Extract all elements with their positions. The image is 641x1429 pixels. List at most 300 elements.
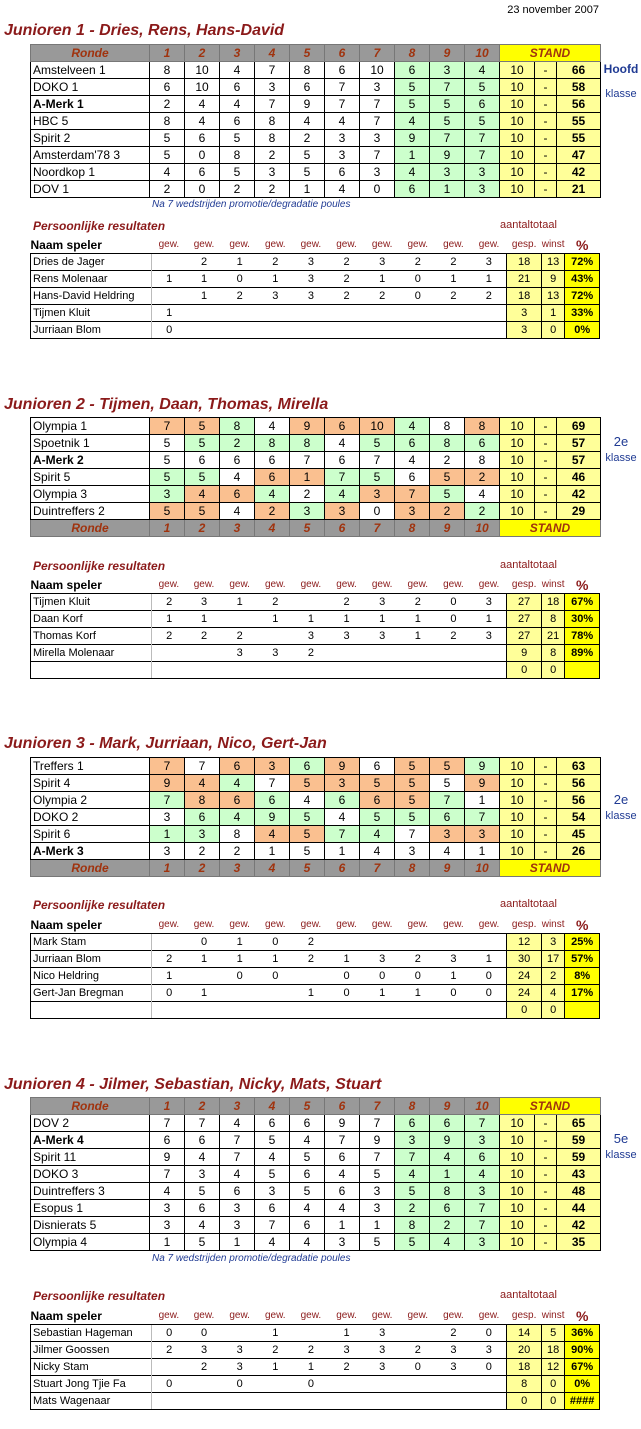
round-score: 5	[395, 96, 430, 113]
round-score: 2	[395, 1200, 430, 1217]
team-row	[31, 164, 601, 181]
round-number: 2	[185, 1098, 220, 1115]
games-played: 12	[507, 934, 542, 951]
player-name: Stuart Jong Tjie Fa	[31, 1376, 152, 1393]
stand-separator: -	[535, 452, 557, 469]
round-score: 7	[360, 1115, 395, 1132]
games-played: 20	[507, 1342, 542, 1359]
player-round-wins: 2	[293, 951, 329, 968]
team-name: Treffers 1	[31, 758, 150, 775]
round-number: 10	[465, 45, 500, 62]
gew-label: gew.	[478, 1310, 500, 1321]
stand-separator: -	[535, 469, 557, 486]
round-number: 4	[255, 860, 290, 877]
round-score: 3	[255, 79, 290, 96]
round-score: 5	[150, 130, 185, 147]
round-number: 5	[290, 520, 325, 537]
games-played: 30	[507, 951, 542, 968]
round-score: 0	[360, 503, 395, 520]
team-points: 66	[557, 62, 601, 79]
round-score: 7	[220, 1149, 255, 1166]
round-score: 7	[395, 826, 430, 843]
round-score: 6	[395, 435, 430, 452]
team-name: DOKO 3	[31, 1166, 150, 1183]
personal-results-table	[30, 1308, 600, 1410]
gew-label: gew.	[443, 1310, 464, 1321]
gew-label: gew.	[300, 579, 322, 590]
round-number: 9	[430, 45, 465, 62]
player-round-wins: 2	[257, 1342, 293, 1359]
round-score: 7	[185, 1115, 220, 1132]
player-row	[31, 1376, 600, 1393]
win-percentage: 72%	[565, 254, 600, 271]
round-score: 5	[290, 1149, 325, 1166]
section-title: Junioren 3 - Mark, Jurriaan, Nico, Gert-Jan	[4, 735, 327, 752]
round-score: 7	[360, 1149, 395, 1166]
round-header-row	[31, 45, 601, 62]
games-won: 13	[541, 288, 564, 305]
round-score: 5	[185, 418, 220, 435]
player-round-wins: 2	[186, 628, 222, 645]
games-played: 10	[500, 775, 535, 792]
player-round-wins: 3	[471, 594, 507, 611]
team-points: 54	[557, 809, 601, 826]
player-round-wins	[222, 611, 258, 628]
player-round-wins: 1	[186, 985, 222, 1002]
player-round-wins: 0	[152, 1325, 187, 1342]
gew-label: gew.	[336, 239, 357, 250]
player-round-wins: 1	[364, 611, 400, 628]
stand-separator: -	[535, 96, 557, 113]
team-points: 48	[557, 1183, 601, 1200]
player-name: Tijmen Kluit	[31, 305, 152, 322]
round-score: 7	[325, 1132, 360, 1149]
round-score: 8	[290, 62, 325, 79]
player-round-wins: 0	[400, 968, 436, 985]
round-score: 1	[220, 1234, 255, 1251]
round-score: 9	[465, 758, 500, 775]
round-score: 7	[325, 96, 360, 113]
player-row	[31, 1393, 600, 1410]
round-score: 6	[395, 469, 430, 486]
round-score: 7	[360, 96, 395, 113]
games-played: 21	[507, 271, 542, 288]
ronde-label: Ronde	[31, 520, 150, 537]
round-score: 3	[360, 79, 395, 96]
player-row	[31, 288, 600, 305]
team-points: 47	[557, 147, 601, 164]
team-row	[31, 418, 601, 435]
team-points: 42	[557, 486, 601, 503]
gew-label: gew.	[478, 239, 500, 250]
player-row	[31, 271, 600, 288]
player-round-wins	[400, 934, 436, 951]
round-score: 2	[150, 96, 185, 113]
round-header-row	[31, 1098, 601, 1115]
standings-table	[30, 757, 601, 877]
player-round-wins: 3	[222, 1342, 258, 1359]
player-round-wins: 1	[222, 254, 258, 271]
round-score: 5	[395, 79, 430, 96]
round-score: 9	[150, 1149, 185, 1166]
round-score: 4	[255, 486, 290, 503]
player-round-wins: 2	[152, 594, 187, 611]
team-name: Duintreffers 3	[31, 1183, 150, 1200]
games-won: 18	[541, 1342, 564, 1359]
round-score: 6	[185, 1200, 220, 1217]
player-name: Rens Molenaar	[31, 271, 152, 288]
round-score: 3	[395, 843, 430, 860]
round-score: 8	[465, 452, 500, 469]
round-number: 3	[220, 520, 255, 537]
games-won: 0	[541, 662, 564, 679]
games-played: 10	[500, 181, 535, 198]
round-score: 3	[325, 130, 360, 147]
player-round-wins: 0	[436, 611, 472, 628]
player-round-wins: 3	[257, 288, 293, 305]
team-name: Amstelveen 1	[31, 62, 150, 79]
team-row	[31, 1183, 601, 1200]
round-score: 6	[220, 486, 255, 503]
promotion-note: Na 7 wedstrijden promotie/degradatie poules	[152, 199, 351, 210]
round-score: 4	[430, 843, 465, 860]
personal-results-title: Persoonlijke resultaten	[33, 1289, 166, 1303]
round-score: 8	[220, 418, 255, 435]
player-round-wins: 2	[186, 254, 222, 271]
team-name: Spoetnik 1	[31, 435, 150, 452]
team-points: 59	[557, 1132, 601, 1149]
round-score: 6	[290, 1217, 325, 1234]
round-score: 5	[150, 452, 185, 469]
player-round-wins: 2	[329, 594, 365, 611]
games-played: 18	[507, 288, 542, 305]
player-row	[31, 645, 600, 662]
round-score: 4	[360, 843, 395, 860]
round-score: 0	[185, 181, 220, 198]
player-round-wins	[152, 662, 187, 679]
team-row	[31, 503, 601, 520]
round-score: 9	[325, 758, 360, 775]
personal-results-title: Persoonlijke resultaten	[33, 219, 166, 233]
player-round-wins	[471, 1002, 507, 1019]
win-percentage: 17%	[565, 985, 600, 1002]
win-percentage: 43%	[565, 271, 600, 288]
gew-label: gew.	[300, 1310, 322, 1321]
team-row	[31, 1200, 601, 1217]
naam-speler-label: Naam speler	[30, 238, 102, 252]
gew-label: gew.	[193, 579, 215, 590]
aantal-totaal-label	[500, 898, 557, 910]
round-score: 7	[360, 147, 395, 164]
team-name: Spirit 11	[31, 1149, 150, 1166]
player-round-wins	[471, 934, 507, 951]
round-score: 6	[465, 435, 500, 452]
player-round-wins	[222, 1393, 258, 1410]
gew-label: gew.	[371, 1310, 393, 1321]
player-round-wins: 1	[257, 271, 293, 288]
team-name: Olympia 1	[31, 418, 150, 435]
team-points: 69	[557, 418, 601, 435]
games-won: 18	[541, 594, 564, 611]
player-round-wins: 3	[436, 951, 472, 968]
player-round-wins	[436, 662, 472, 679]
player-round-wins: 1	[152, 271, 187, 288]
round-score: 3	[395, 503, 430, 520]
round-score: 1	[255, 843, 290, 860]
win-percentage: 36%	[565, 1325, 600, 1342]
stand-separator: -	[535, 147, 557, 164]
games-played: 24	[507, 985, 542, 1002]
team-row	[31, 147, 601, 164]
round-score: 8	[185, 792, 220, 809]
totaal-label: totaal	[529, 1289, 557, 1301]
gew-label: gew.	[371, 579, 393, 590]
round-score: 4	[395, 452, 430, 469]
player-round-wins	[293, 305, 329, 322]
round-score: 3	[220, 1217, 255, 1234]
player-round-wins	[257, 1002, 293, 1019]
player-round-wins: 1	[436, 968, 472, 985]
round-score: 2	[255, 503, 290, 520]
player-round-wins	[436, 1376, 472, 1393]
player-round-wins: 0	[152, 1376, 187, 1393]
player-row	[31, 322, 600, 339]
team-row	[31, 792, 601, 809]
player-row	[31, 934, 600, 951]
player-round-wins: 3	[364, 1359, 400, 1376]
round-score: 6	[395, 1115, 430, 1132]
player-round-wins: 2	[436, 254, 472, 271]
player-row	[31, 254, 600, 271]
win-percentage	[565, 1002, 600, 1019]
stand-separator: -	[535, 1132, 557, 1149]
round-score: 5	[220, 164, 255, 181]
round-score: 6	[185, 130, 220, 147]
aantal-label: aantal	[500, 898, 530, 910]
round-score: 6	[395, 62, 430, 79]
player-round-wins	[436, 934, 472, 951]
round-score: 5	[185, 503, 220, 520]
round-number: 1	[150, 860, 185, 877]
stand-separator: -	[535, 435, 557, 452]
personal-results-title: Persoonlijke resultaten	[33, 559, 166, 573]
player-round-wins	[186, 1393, 222, 1410]
player-name: Tijmen Kluit	[31, 594, 152, 611]
gew-label: gew.	[229, 239, 250, 250]
team-row	[31, 826, 601, 843]
player-row	[31, 611, 600, 628]
player-round-wins: 0	[400, 1359, 436, 1376]
round-score: 7	[430, 792, 465, 809]
player-round-wins: 1	[257, 951, 293, 968]
player-round-wins: 3	[186, 1342, 222, 1359]
player-round-wins	[257, 628, 293, 645]
player-round-wins: 0	[329, 968, 365, 985]
player-round-wins: 2	[329, 254, 365, 271]
round-score: 4	[290, 1234, 325, 1251]
aantal-label: aantal	[500, 219, 530, 231]
player-round-wins: 3	[329, 1342, 365, 1359]
stand-label: STAND	[500, 45, 601, 62]
round-score: 8	[220, 826, 255, 843]
player-round-wins: 2	[364, 288, 400, 305]
round-number: 8	[395, 520, 430, 537]
round-score: 3	[430, 62, 465, 79]
round-score: 6	[325, 62, 360, 79]
round-score: 5	[185, 435, 220, 452]
round-score: 9	[325, 1115, 360, 1132]
games-played: 10	[500, 452, 535, 469]
round-score: 9	[360, 1132, 395, 1149]
round-score: 6	[150, 79, 185, 96]
round-score: 6	[220, 79, 255, 96]
round-score: 5	[465, 113, 500, 130]
team-name: HBC 5	[31, 113, 150, 130]
player-round-wins	[257, 322, 293, 339]
round-score: 8	[430, 1183, 465, 1200]
standings-table	[30, 1097, 601, 1251]
stand-separator: -	[535, 758, 557, 775]
team-points: 56	[557, 775, 601, 792]
team-points: 45	[557, 826, 601, 843]
round-score: 0	[360, 181, 395, 198]
stand-label: STAND	[500, 1098, 601, 1115]
gew-label: gew.	[407, 1310, 429, 1321]
round-score: 8	[255, 435, 290, 452]
games-played: 10	[500, 469, 535, 486]
gesp-label: gesp.	[511, 239, 537, 250]
player-round-wins: 0	[400, 271, 436, 288]
win-percentage: 57%	[565, 951, 600, 968]
team-points: 58	[557, 79, 601, 96]
round-score: 5	[360, 775, 395, 792]
team-points: 29	[557, 503, 601, 520]
player-round-wins: 2	[293, 645, 329, 662]
round-score: 6	[220, 113, 255, 130]
winst-label: winst	[541, 1310, 565, 1321]
player-round-wins	[364, 322, 400, 339]
player-round-wins	[293, 322, 329, 339]
games-won: 21	[541, 628, 564, 645]
team-points: 56	[557, 96, 601, 113]
player-round-wins	[364, 305, 400, 322]
round-score: 7	[290, 452, 325, 469]
games-won: 0	[541, 1393, 564, 1410]
round-score: 7	[255, 1217, 290, 1234]
stand-separator: -	[535, 826, 557, 843]
round-score: 4	[290, 1132, 325, 1149]
round-score: 7	[325, 79, 360, 96]
round-number: 4	[255, 45, 290, 62]
round-score: 3	[430, 164, 465, 181]
round-score: 3	[465, 181, 500, 198]
round-score: 6	[430, 1115, 465, 1132]
player-round-wins: 1	[186, 271, 222, 288]
player-round-wins: 2	[400, 594, 436, 611]
team-points: 59	[557, 1149, 601, 1166]
player-round-wins	[436, 1002, 472, 1019]
player-round-wins: 3	[364, 1325, 400, 1342]
round-number: 8	[395, 1098, 430, 1115]
gew-label: gew.	[158, 579, 180, 590]
stand-separator: -	[535, 1115, 557, 1132]
round-score: 6	[325, 418, 360, 435]
gew-label: gew.	[264, 239, 286, 250]
round-score: 6	[290, 1166, 325, 1183]
team-name: DOV 1	[31, 181, 150, 198]
player-row	[31, 968, 600, 985]
section-title: Junioren 2 - Tijmen, Daan, Thomas, Mirella	[4, 396, 329, 413]
round-score: 9	[430, 1132, 465, 1149]
player-round-wins	[152, 1002, 187, 1019]
promotion-note: Na 7 wedstrijden promotie/degradatie poules	[152, 1253, 351, 1264]
round-number: 3	[220, 860, 255, 877]
player-name: Nicky Stam	[31, 1359, 152, 1376]
round-score: 5	[430, 486, 465, 503]
team-name: Olympia 4	[31, 1234, 150, 1251]
round-score: 4	[290, 792, 325, 809]
win-percentage: 0%	[565, 1376, 600, 1393]
player-row	[31, 1342, 600, 1359]
round-score: 1	[465, 843, 500, 860]
player-round-wins: 1	[400, 611, 436, 628]
round-score: 4	[395, 418, 430, 435]
player-round-wins: 3	[293, 254, 329, 271]
round-score: 5	[395, 775, 430, 792]
round-score: 2	[150, 181, 185, 198]
round-score: 6	[465, 96, 500, 113]
player-round-wins: 0	[222, 1376, 258, 1393]
round-score: 3	[325, 503, 360, 520]
round-score: 8	[255, 130, 290, 147]
gew-label: gew.	[229, 919, 250, 930]
round-score: 5	[150, 469, 185, 486]
player-round-wins: 1	[293, 611, 329, 628]
stand-separator: -	[535, 62, 557, 79]
gew-label: gew.	[407, 579, 429, 590]
round-header-row	[31, 860, 601, 877]
round-score: 8	[290, 435, 325, 452]
round-score: 5	[290, 775, 325, 792]
player-round-wins: 0	[400, 288, 436, 305]
round-score: 1	[395, 147, 430, 164]
player-round-wins: 0	[471, 985, 507, 1002]
team-name: Olympia 2	[31, 792, 150, 809]
team-points: 43	[557, 1166, 601, 1183]
games-played: 10	[500, 1217, 535, 1234]
stand-separator: -	[535, 79, 557, 96]
round-score: 3	[325, 1234, 360, 1251]
player-round-wins: 2	[293, 934, 329, 951]
round-score: 5	[150, 503, 185, 520]
player-round-wins	[364, 934, 400, 951]
totaal-label: totaal	[529, 559, 557, 571]
round-header-row	[31, 520, 601, 537]
round-score: 5	[395, 758, 430, 775]
games-played: 24	[507, 968, 542, 985]
team-name: Esopus 1	[31, 1200, 150, 1217]
player-round-wins	[222, 322, 258, 339]
player-round-wins: 2	[152, 951, 187, 968]
round-number: 6	[325, 1098, 360, 1115]
ronde-label: Ronde	[31, 1098, 150, 1115]
round-score: 5	[395, 1234, 430, 1251]
round-score: 3	[360, 486, 395, 503]
round-score: 6	[325, 164, 360, 181]
round-score: 4	[220, 775, 255, 792]
player-round-wins: 1	[400, 985, 436, 1002]
round-score: 4	[325, 809, 360, 826]
